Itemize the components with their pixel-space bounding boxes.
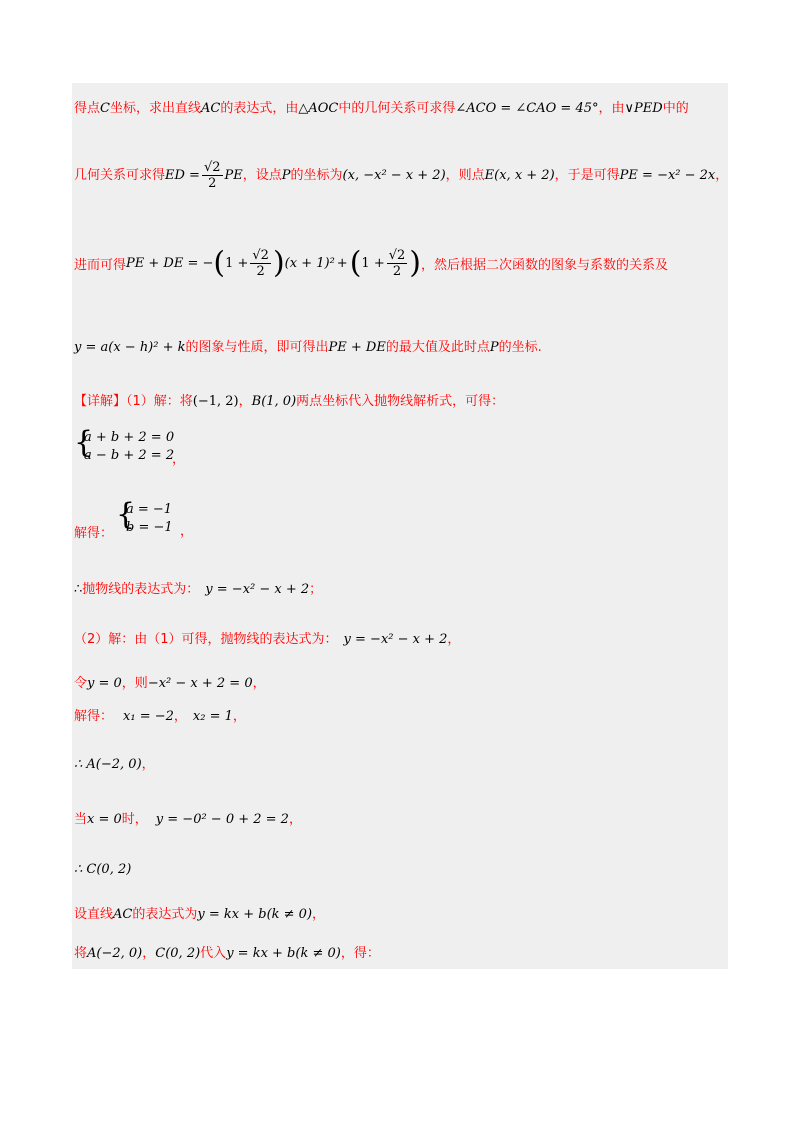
math: + [336,256,348,271]
math: y = −0² − 0 + 2 = 2 [155,812,289,827]
math: C [100,101,110,116]
text: ，由 [598,101,625,116]
numerator: √2 [203,160,221,175]
text-line-4 [74,336,542,355]
text: ， [312,907,326,922]
brace: { [116,497,136,532]
paren-open: ( [213,245,226,281]
text: 当 [74,812,88,827]
numerator: √2 [252,248,269,263]
text: ； [309,582,323,597]
text-line-14 [74,862,131,877]
math: P [281,168,291,183]
equation: b = −1 [126,520,173,535]
math: PE + DE [328,340,386,355]
text: ，得： [340,946,380,961]
paren-close: ) [409,245,421,281]
numerator: √2 [388,248,406,263]
text: 的最大值及此时点 [385,340,490,355]
math: x₂ = 1 [192,709,233,724]
text-line-8 [74,578,322,597]
math: PE + DE = − [126,256,214,271]
math: C(0, 2) [155,946,201,961]
paren-open: ( [349,245,362,281]
text: 时， [121,812,148,827]
text: ，则 [121,676,148,691]
text-line-10 [74,672,266,691]
math: ∴ [74,582,83,597]
math: B(1, 0) [251,394,297,409]
text: 的表达式为 [132,907,198,922]
text: 中的几何关系可求得 [338,101,456,116]
text: ， [141,757,155,772]
text: 的坐标. [498,340,542,355]
math: 1 + [225,256,249,271]
text: 的图象与性质，即可得出 [185,340,329,355]
math: ∠ACO = ∠CAO = 45° [455,101,599,116]
equation: a + b + 2 = 0 [84,430,175,445]
math: x = 0 [87,812,122,827]
text-line-2 [74,160,728,191]
text: 进而可得 [74,258,127,273]
math: y = −x² − x + 2 [343,632,448,647]
math: −x² − x + 2 = 0 [147,676,253,691]
text: 的坐标为 [290,168,343,183]
math: AC [200,101,221,116]
fraction [202,160,223,191]
math: P [489,340,499,355]
text: ， [715,168,729,183]
math: y = 0 [87,676,122,691]
text: ，则点 [445,168,485,183]
text-line-7 [74,522,113,541]
denominator: 2 [392,264,402,279]
math: 1 + [361,256,385,271]
equation: a − b + 2 = 2 [84,448,175,463]
math: ED = [165,168,200,183]
text: ， [288,812,302,827]
math: y = kx + b(k ≠ 0) [226,946,341,961]
text: ， [180,524,194,539]
math: (x, −x² − x + 2) [342,168,446,183]
text: ， [447,632,461,647]
text: 解得： [74,709,114,724]
math: ∴ C(0, 2) [74,862,132,877]
equation: a = −1 [126,502,173,517]
text: ， [172,452,186,467]
text: 两点坐标代入抛物线解析式，可得： [296,394,505,409]
brace: { [74,425,94,460]
text-line-1 [74,97,689,116]
text: 中的 [662,101,689,116]
math: x₁ = −2 [123,709,174,724]
equation-system-2 [116,497,236,539]
fraction [250,248,271,279]
text-line-9 [74,628,460,647]
denominator: 2 [208,176,217,191]
text: 坐标，求出直线 [109,101,201,116]
text: ， [238,394,252,409]
text: ， [142,946,156,961]
text: ，设点 [242,168,282,183]
math: AC [113,907,133,922]
text-line-3 [74,245,669,281]
text: ，于是可得 [554,168,620,183]
text: ， [232,709,246,724]
math: ∴ A(−2, 0) [74,757,142,772]
math: (−1, 2) [192,394,239,409]
text-line-13 [74,808,302,827]
text: 代入 [200,946,227,961]
equation-system-1 [74,425,224,467]
text: ， [252,676,266,691]
paren-close: ) [272,245,285,281]
text: 的表达式，由 [220,101,299,116]
text: 令 [74,676,88,691]
text-line-12 [74,753,155,772]
denominator: 2 [256,264,265,279]
math: ∨PED [624,101,663,116]
math: (x + 1)² [284,256,335,271]
text: （2）解：由（1）可得，抛物线的表达式为： [74,632,338,647]
math: y = a(x − h)² + k [74,340,186,355]
math: y = −x² − x + 2 [205,582,310,597]
math: E(x, x + 2) [484,168,555,183]
text-line-5 [74,390,504,409]
text: 几何关系可求得 [74,168,166,183]
text: 解得： [74,526,114,541]
math: △AOC [298,101,339,116]
math: PE = −x² − 2x [619,168,716,183]
math: PE [224,168,243,183]
text: 得点 [74,101,101,116]
text-line-11 [74,705,246,724]
math: y = kx + b(k ≠ 0) [197,907,313,922]
text: 抛物线的表达式为： [82,582,200,597]
text: ， [173,709,187,724]
math: A(−2, 0) [87,946,143,961]
text: 设直线 [74,907,114,922]
text: 【详解】（1）解：将 [74,394,193,409]
fraction [387,248,408,279]
text: ，然后根据二次函数的图象与系数的关系及 [421,258,669,273]
text: 将 [74,946,88,961]
text-line-15 [74,903,325,922]
text-line-16 [74,942,380,961]
